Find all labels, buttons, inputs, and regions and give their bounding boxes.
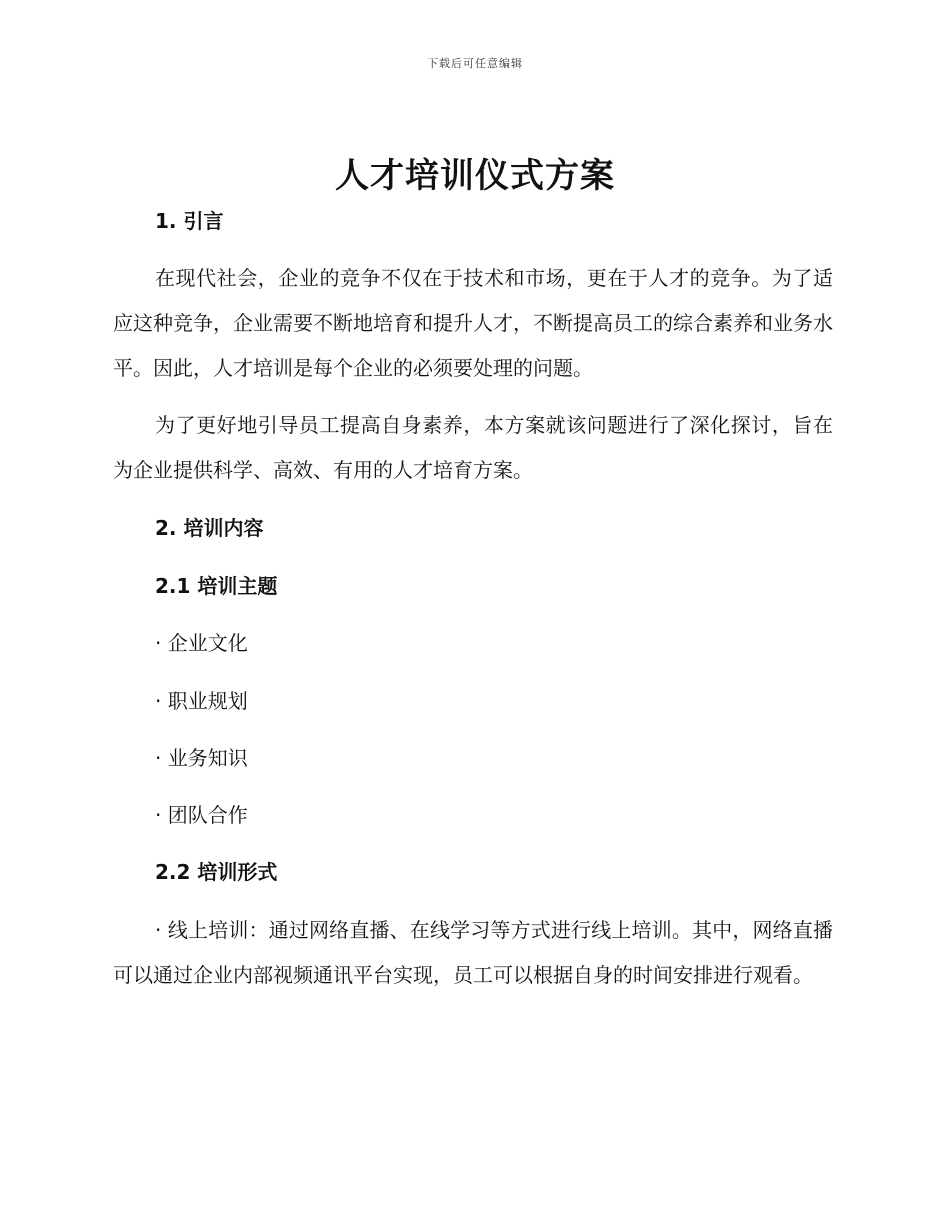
- list-item-theme: · 业务知识: [155, 746, 248, 770]
- header-note: 下载后可任意编辑: [427, 57, 523, 70]
- subsection-heading-form: 2.2 培训形式: [155, 860, 278, 884]
- subsection-heading-theme: 2.1 培训主题: [155, 574, 278, 598]
- document-title: 人才培训仪式方案: [335, 156, 615, 196]
- list-item-theme: · 企业文化: [155, 631, 248, 655]
- intro-paragraph-1: 在现代社会，企业的竞争不仅在于技术和市场，更在于人才的竞争。为了适应这种竞争，企业需要不断地培育和提升人才，不断提高员工的综合素养和业务水平。因此，人才培训是每个企业的必须要处理的问题。: [113, 266, 833, 380]
- section-heading-content: 2. 培训内容: [155, 516, 264, 540]
- intro-paragraph-2: 为了更好地引导员工提高自身素养，本方案就该问题进行了深化探讨，旨在为企业提供科学、高效、有用的人才培育方案。: [113, 413, 833, 482]
- form-paragraph: · 线上培训：通过网络直播、在线学习等方式进行线上培训。其中，网络直播可以通过企业内部视频通讯平台实现，员工可以根据自身的时间安排进行观看。: [113, 918, 833, 987]
- section-heading-intro: 1. 引言: [155, 209, 224, 233]
- list-item-theme: · 职业规划: [155, 689, 248, 713]
- list-item-theme: · 团队合作: [155, 803, 248, 827]
